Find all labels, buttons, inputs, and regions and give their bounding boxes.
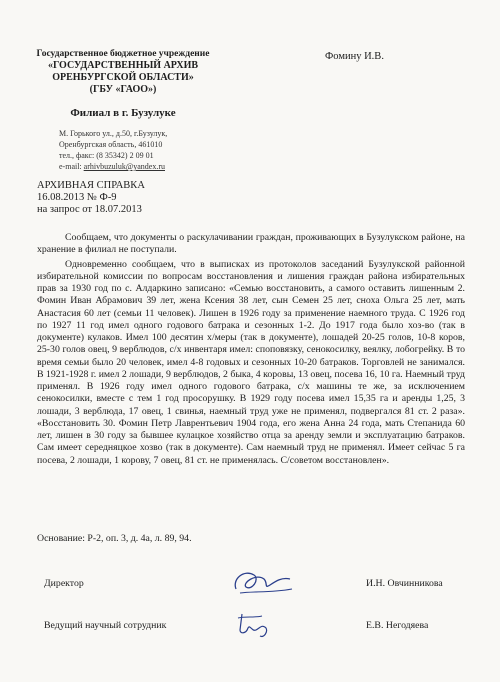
institution-header xyxy=(18,49,228,96)
address-region: Оренбургская область, 461010 xyxy=(59,140,163,149)
body-paragraph-1: Сообщаем, что документы о раскулачивании граждан, проживающих в Бузулукском районе, на хранение в филиал не поступали. xyxy=(37,232,465,256)
director-title: Директор xyxy=(44,578,84,589)
institution-type: Государственное бюджетное учреждение xyxy=(36,49,210,59)
email-link[interactable]: arhivbuzuluk@yandex.ru xyxy=(83,162,165,171)
address-email-line xyxy=(59,161,167,172)
document-type: АРХИВНАЯ СПРАВКА xyxy=(37,180,145,191)
request-reference: на запрос от 18.07.2013 xyxy=(37,204,142,215)
address-block xyxy=(59,128,167,172)
staff-name: Е.В. Негодяева xyxy=(366,620,429,631)
body-paragraph-2: Одновременно сообщаем, что в выписках из протоколов заседаний Бузулукской районной избирательной комиссии по вопросам восстановления и лишения граждан района избирательных прав за 1930 год по с. Алдаркино записано: «Семью восстановить, а самого оставить лишенным 2. Фомин Иван Абрамович 39 лет, жена Ксения 38 лет, сын Семен 25 лет, сноха Ольга 25 лет, мать Анастасия 60 лет (семьи 11 человек). Лишен в 1926 году за применение наемного труда. С 1926 год по 1927 11 год имел одного годового батрака и сезонных 1-2. До 1917 года было хоз-во (так в документе) кулаков. Имел 100 десятин х/меры (так в документе), лошадей 20-25 голов, 10-8 коров, 25-30 голов овец, 9 верблюдов, с/х инвентаря имел: споповязку, сенокосилку, веялку, лобогрейку. В то время семьи было 20 человек, имел 4-8 годовых и сезонных 10-20 батраков. Торговлей не занимался. В 1921-1928 г. имел 2 лошади, 9 верблюдов, 2 быка, 4 коровы, 13 овец, посева 16, 10 га. Наемный труд применял. В 1926 году имел одного годового батрака, с/х машины те же, за исключением сенокосилки, вместе с тем 1 год просорушку. В 1929 году посева имел 15,35 га и аренды 1,25, 3 лошади, 3 верблюда, 17 овец, 1 свинья, наемный труд уже не применял, подвергался 81 ст. 2 раза». «Восстановить 30. Фомин Петр Лаврентьевич 1904 года, его жена Анна 24 года, мать Степанида 60 лет, лишен в 30 году за бывшее кулацкое хозяйство отца за аренду земли и эксплуатацию батраков. Сам имеет середняцкое хозво (так в документе). Сам наемный труд не применял. Имеет сейчас 5 га посева, 2 лошади, 1 корову, 7 овец, 81 ст. не применялась. С/советом восстановлен». xyxy=(37,258,466,466)
address-street: М. Горького ул., д.50, г.Бузулук, xyxy=(59,129,168,138)
institution-name-line1: «ГОСУДАРСТВЕННЫЙ АРХИВ xyxy=(47,60,199,71)
institution-abbrev: (ГБУ «ГАОО») xyxy=(89,84,157,95)
director-signature-icon xyxy=(230,563,298,599)
director-name: И.Н. Овчинникова xyxy=(366,578,443,589)
email-label: e-mail: xyxy=(59,162,82,171)
basis-reference: Основание: Р-2, оп. 3, д. 4а, л. 89, 94. xyxy=(37,533,192,544)
branch-title: Филиал в г. Бузулуке xyxy=(70,107,176,119)
staff-title: Ведущий научный сотрудник xyxy=(44,620,167,631)
address-phone: тел., факс: (8 35342) 2 09 01 xyxy=(59,151,154,160)
recipient: Фомину И.В. xyxy=(325,51,384,62)
institution-name-line2: ОРЕНБУРГСКОЙ ОБЛАСТИ» xyxy=(52,72,194,83)
certificate-body xyxy=(37,232,465,469)
document-number: 16.08.2013 № Ф-9 xyxy=(37,192,117,203)
staff-signature-icon xyxy=(234,610,278,640)
